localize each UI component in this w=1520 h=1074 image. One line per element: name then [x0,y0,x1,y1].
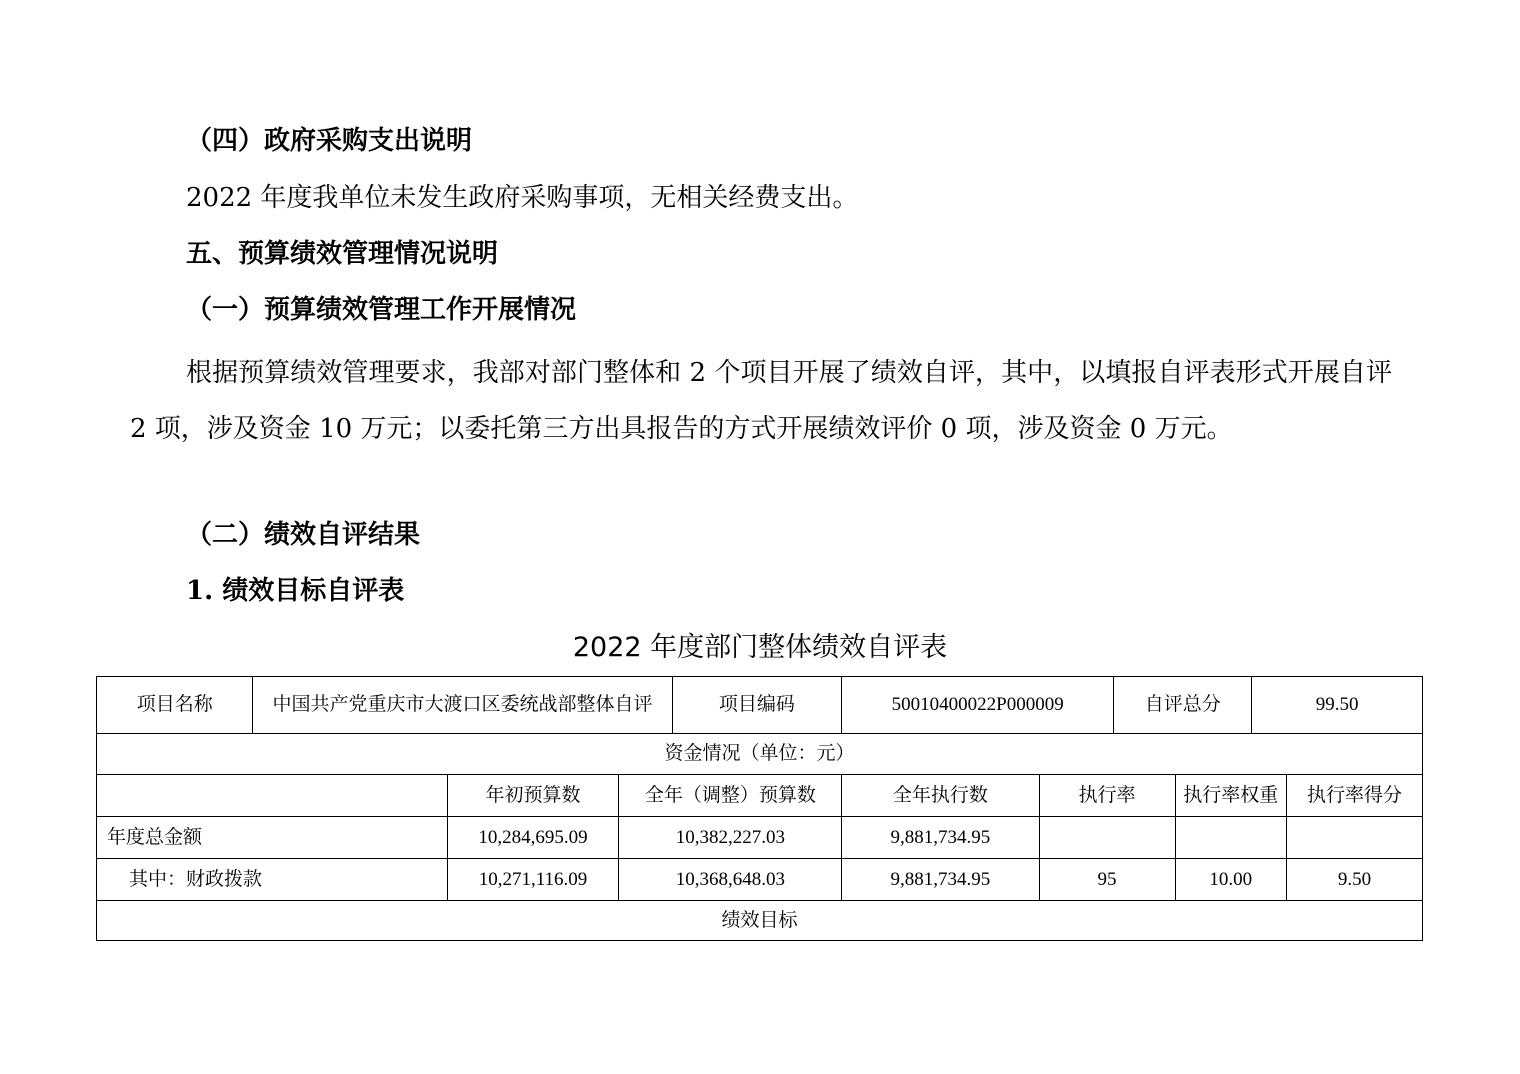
table-row-project [97,677,1423,734]
cell-executed: 9,881,734.95 [842,817,1039,859]
table-row-funds-header [97,734,1423,775]
funds-header: 资金情况（单位：元） [97,734,1423,775]
heading-sub-1: （一）预算绩效管理工作开展情况 [186,295,577,325]
cell-rate [1039,817,1175,859]
table-row [97,817,1423,859]
self-score-label: 自评总分 [1114,677,1252,734]
project-code-value: 50010400022P000009 [842,677,1114,734]
column-header-initial-budget: 年初预算数 [447,775,619,817]
performance-table [96,676,1423,941]
table-title: 2022 年度部门整体绩效自评表 [572,632,948,663]
heading-gov-procurement: （四）政府采购支出说明 [186,126,473,156]
cell-weight: 10.00 [1175,859,1286,901]
table-row [97,859,1423,901]
heading-section-5: 五、预算绩效管理情况说明 [186,239,499,269]
cell-initial: 10,284,695.09 [447,817,619,859]
heading-sub-2: （二）绩效自评结果 [186,520,421,550]
column-header-weight: 执行率权重 [1175,775,1286,817]
column-header-rate: 执行率 [1039,775,1175,817]
cell-executed: 9,881,734.95 [842,859,1039,901]
cell-rate: 95 [1039,859,1175,901]
column-header-blank [97,775,448,817]
cell-adjusted: 10,382,227.03 [619,817,842,859]
goals-header: 绩效目标 [97,901,1423,941]
column-header-executed: 全年执行数 [842,775,1039,817]
column-header-score: 执行率得分 [1286,775,1422,817]
cell-weight [1175,817,1286,859]
cell-score: 9.50 [1286,859,1422,901]
row-label-total: 年度总金额 [97,817,448,859]
project-name-value: 中国共产党重庆市大渡口区委统战部整体自评 [253,677,672,734]
cell-score [1286,817,1422,859]
row-label-fiscal: 其中：财政拨款 [97,859,448,901]
cell-adjusted: 10,368,648.03 [619,859,842,901]
sub1-paragraph: 根据预算绩效管理要求，我部对部门整体和 2 个项目开展了绩效自评，其中，以填报自评表形式开展自评 2 项，涉及资金 10 万元；以委托第三方出具报告的方式开展绩效评价 0 项，涉及资金 0 万元。 [130,358,1392,444]
self-score-value: 99.50 [1252,677,1423,734]
gov-procurement-text: 2022 年度我单位未发生政府采购事项，无相关经费支出。 [186,183,859,213]
project-name-label: 项目名称 [97,677,253,734]
heading-item-1: 1. 绩效目标自评表 [186,576,405,606]
column-header-adjusted-budget: 全年（调整）预算数 [619,775,842,817]
project-code-label: 项目编码 [672,677,842,734]
table-row-column-headers [97,775,1423,817]
cell-initial: 10,271,116.09 [447,859,619,901]
table-row-goals-header [97,901,1423,941]
